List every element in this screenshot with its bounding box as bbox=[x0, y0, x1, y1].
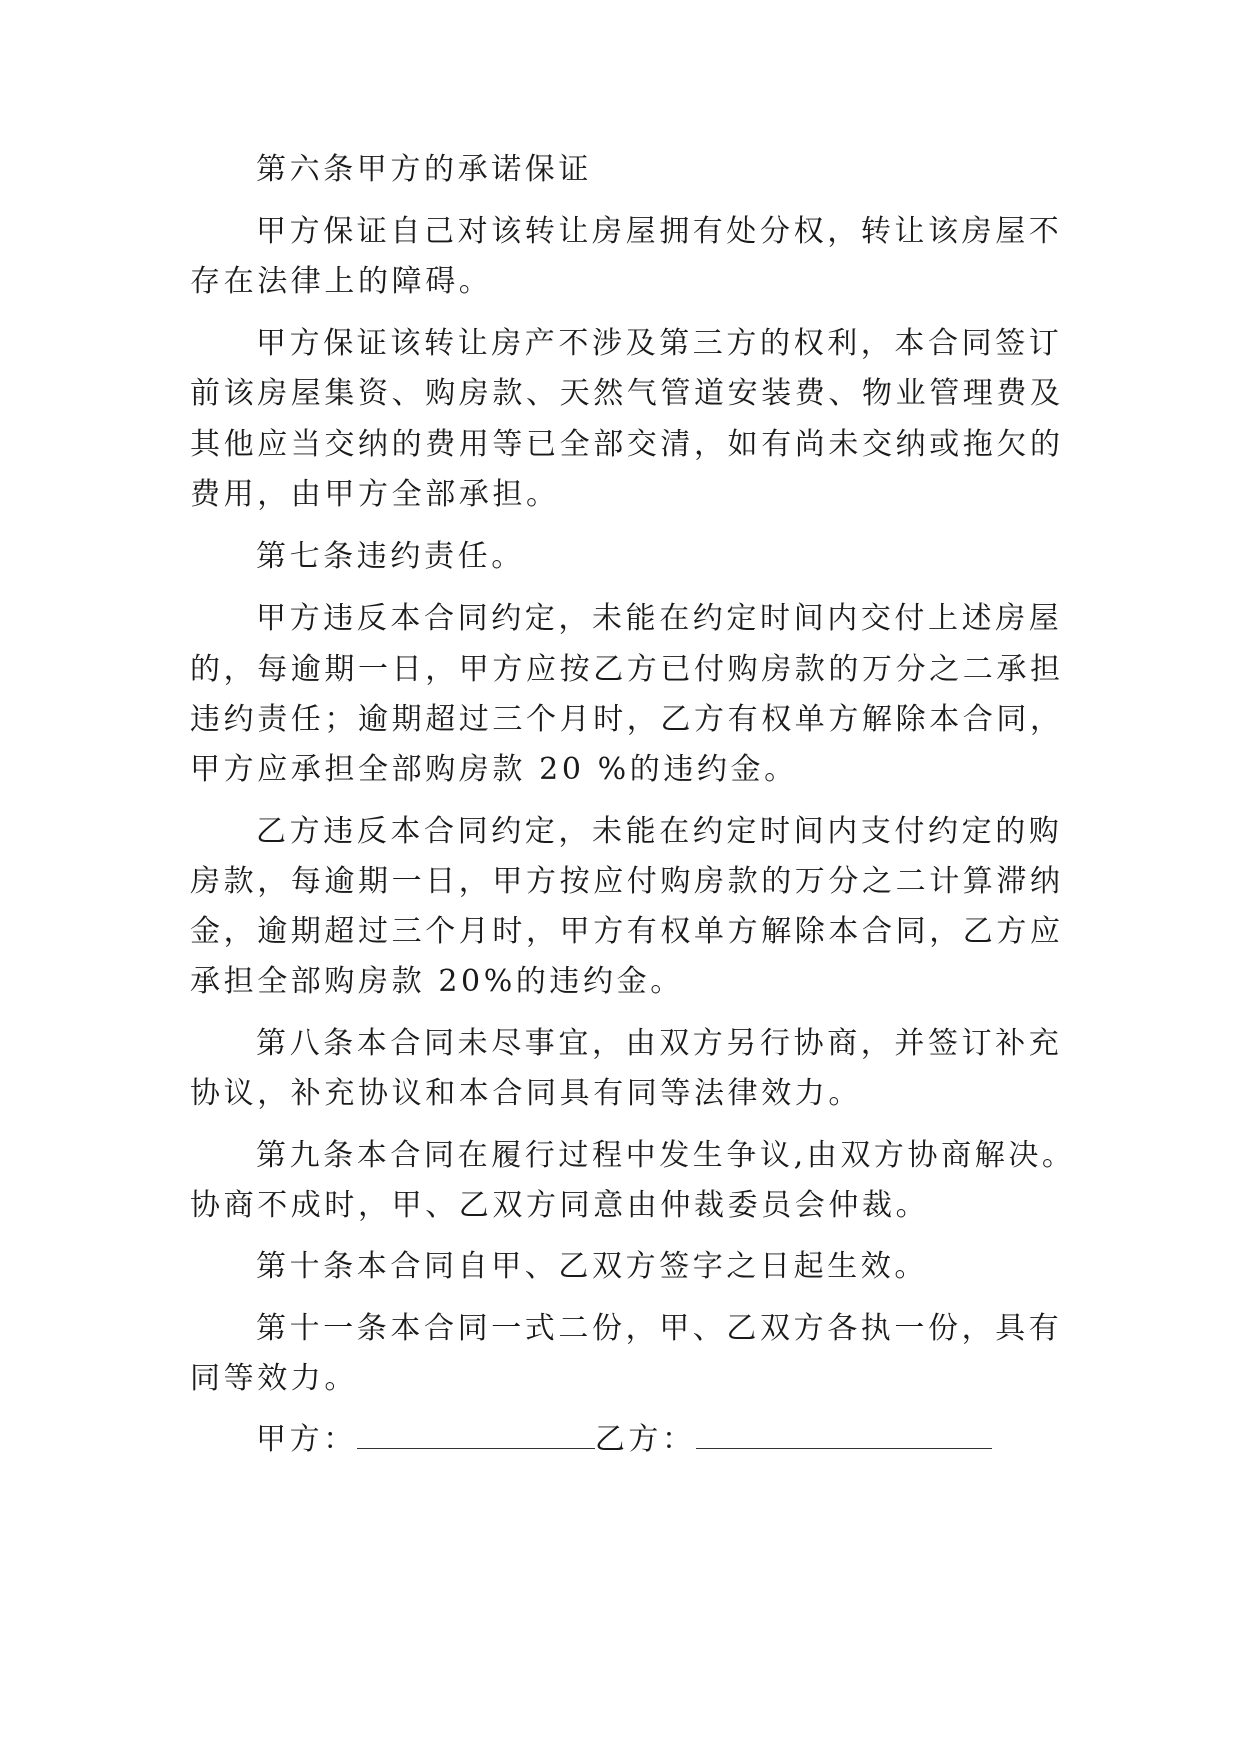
signature-row bbox=[256, 1420, 992, 1460]
paragraph-line: 房款，每逾期一日，甲方按应付购房款的万分之二计算滞纳 bbox=[190, 864, 1064, 899]
paragraph-line: 甲方应承担全部购房款 20 %的违约金。 bbox=[190, 752, 798, 787]
paragraph-line: 其他应当交纳的费用等已全部交清，如有尚未交纳或拖欠的 bbox=[190, 427, 1064, 462]
paragraph-line: 甲方保证该转让房产不涉及第三方的权利，本合同签订 bbox=[256, 326, 1063, 361]
paragraph-line: 违约责任；逾期超过三个月时，乙方有权单方解除本合同， bbox=[190, 702, 1064, 737]
paragraph-line: 承担全部购房款 20%的违约金。 bbox=[190, 964, 684, 999]
party-b-label: 乙方： bbox=[594, 1422, 696, 1457]
paragraph-line: 第十条本合同自甲、乙双方签字之日起生效。 bbox=[256, 1249, 928, 1284]
paragraph-line: 前该房屋集资、购房款、天然气管道安装费、物业管理费及 bbox=[190, 376, 1064, 411]
paragraph-line: 甲方保证自己对该转让房屋拥有处分权，转让该房屋不 bbox=[256, 214, 1063, 249]
paragraph-line: 第七条违约责任。 bbox=[256, 539, 525, 574]
paragraph-line: 第八条本合同未尽事宜，由双方另行协商，并签订补充 bbox=[256, 1026, 1063, 1061]
paragraph-line: 协商不成时，甲、乙双方同意由仲裁委员会仲裁。 bbox=[190, 1188, 930, 1223]
paragraph-line: 协议，补充协议和本合同具有同等法律效力。 bbox=[190, 1076, 862, 1111]
paragraph-line: 第十一条本合同一式二份，甲、乙双方各执一份，具有 bbox=[256, 1311, 1063, 1346]
paragraph-line: 乙方违反本合同约定，未能在约定时间内支付约定的购 bbox=[256, 814, 1063, 849]
paragraph-line: 第九条本合同在履行过程中发生争议,由双方协商解决。 bbox=[256, 1138, 1076, 1173]
party-a-label: 甲方： bbox=[256, 1422, 357, 1457]
paragraph-line: 的，每逾期一日，甲方应按乙方已付购房款的万分之二承担 bbox=[190, 652, 1064, 687]
paragraph-line: 存在法律上的障碍。 bbox=[190, 264, 493, 299]
party-a-signature-line[interactable] bbox=[357, 1420, 595, 1449]
paragraph-line: 同等效力。 bbox=[190, 1361, 358, 1396]
paragraph-line: 金，逾期超过三个月时，甲方有权单方解除本合同，乙方应 bbox=[190, 914, 1064, 949]
paragraph-line: 甲方违反本合同约定，未能在约定时间内交付上述房屋 bbox=[256, 601, 1063, 636]
paragraph-line: 费用，由甲方全部承担。 bbox=[190, 477, 560, 512]
paragraph-line: 第六条甲方的承诺保证 bbox=[256, 152, 592, 187]
party-b-signature-line[interactable] bbox=[696, 1420, 992, 1449]
